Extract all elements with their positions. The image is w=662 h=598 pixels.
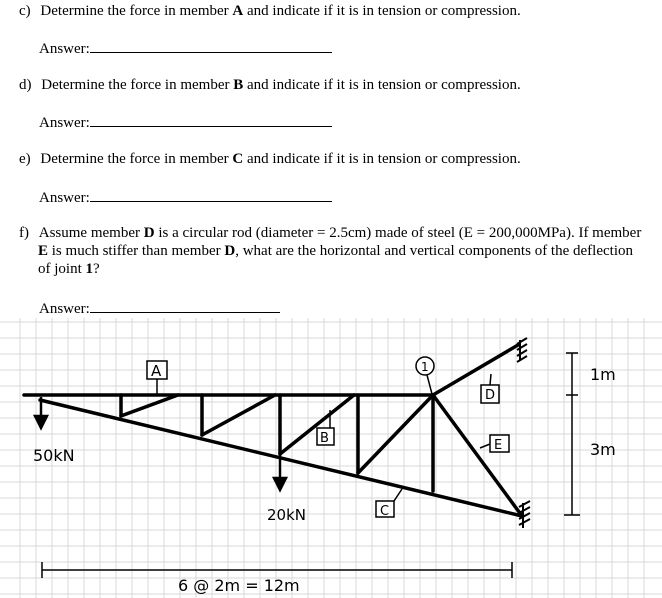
answer-label: Answer: (39, 115, 90, 131)
question-text: and indicate if it is in tension or compression. (243, 151, 521, 167)
answer-e (39, 187, 332, 207)
member-ref: C (232, 151, 244, 167)
member-ref: 1 (85, 261, 93, 277)
question-e (19, 150, 521, 168)
load-label-left: 50kN (33, 446, 75, 465)
answer-c (39, 38, 332, 58)
svg-text:C: C (380, 504, 390, 519)
question-text: Determine the force in member (41, 77, 234, 93)
svg-text:1: 1 (421, 360, 429, 374)
svg-text:E: E (494, 438, 503, 453)
diagonal-1 (121, 395, 178, 416)
question-d (19, 76, 521, 94)
load-label-mid: 20kN (267, 506, 306, 524)
truss-figure (0, 318, 662, 598)
support-top (517, 338, 527, 362)
question-text: Assume member (38, 225, 144, 241)
member-ref: D (143, 225, 155, 241)
member-ref: D (224, 243, 236, 259)
question-label: d) (19, 77, 32, 93)
question-text: and indicate if it is in tension or compression. (243, 3, 521, 19)
question-text: Determine the force in member (40, 3, 233, 19)
question-text: , what are the horizontal and vertical components of the deflection of joint (38, 243, 633, 277)
joint-1-marker (416, 357, 434, 394)
question-text: is much stiffer than member (48, 243, 225, 259)
answer-f (39, 298, 280, 318)
answer-label: Answer: (39, 41, 90, 57)
answer-line[interactable] (90, 298, 280, 313)
question-label: c) (19, 3, 31, 19)
member-ref: E (38, 243, 49, 259)
question-text: Determine the force in member (40, 151, 233, 167)
answer-line[interactable] (90, 112, 332, 127)
question-text: ? (93, 261, 100, 277)
svg-text:B: B (320, 431, 329, 446)
answer-label: Answer: (39, 190, 90, 206)
question-text: is a circular rod (diameter = 2.5cm) made of steel (E = 200,000MPa). If member (154, 225, 642, 241)
question-f (19, 224, 648, 278)
question-label: f) (19, 225, 29, 241)
question-text: and indicate if it is in tension or compression. (243, 77, 521, 93)
answer-d (39, 112, 332, 132)
dim-label-1m: 1m (590, 365, 616, 384)
grid-paper (0, 318, 662, 598)
dim-label-3m: 3m (590, 440, 616, 459)
member-ref: B (233, 77, 244, 93)
svg-text:A: A (151, 362, 162, 380)
question-label: e) (19, 151, 31, 167)
member-ref: A (232, 3, 244, 19)
answer-label: Answer: (39, 301, 90, 317)
question-c (19, 2, 521, 20)
member-tag-b (317, 410, 334, 446)
span-label: 6 @ 2m = 12m (178, 576, 300, 595)
answer-line[interactable] (90, 38, 332, 53)
truss-members (24, 345, 522, 516)
diagonal-2 (202, 395, 275, 435)
answer-line[interactable] (90, 187, 332, 202)
svg-text:D: D (485, 388, 496, 403)
